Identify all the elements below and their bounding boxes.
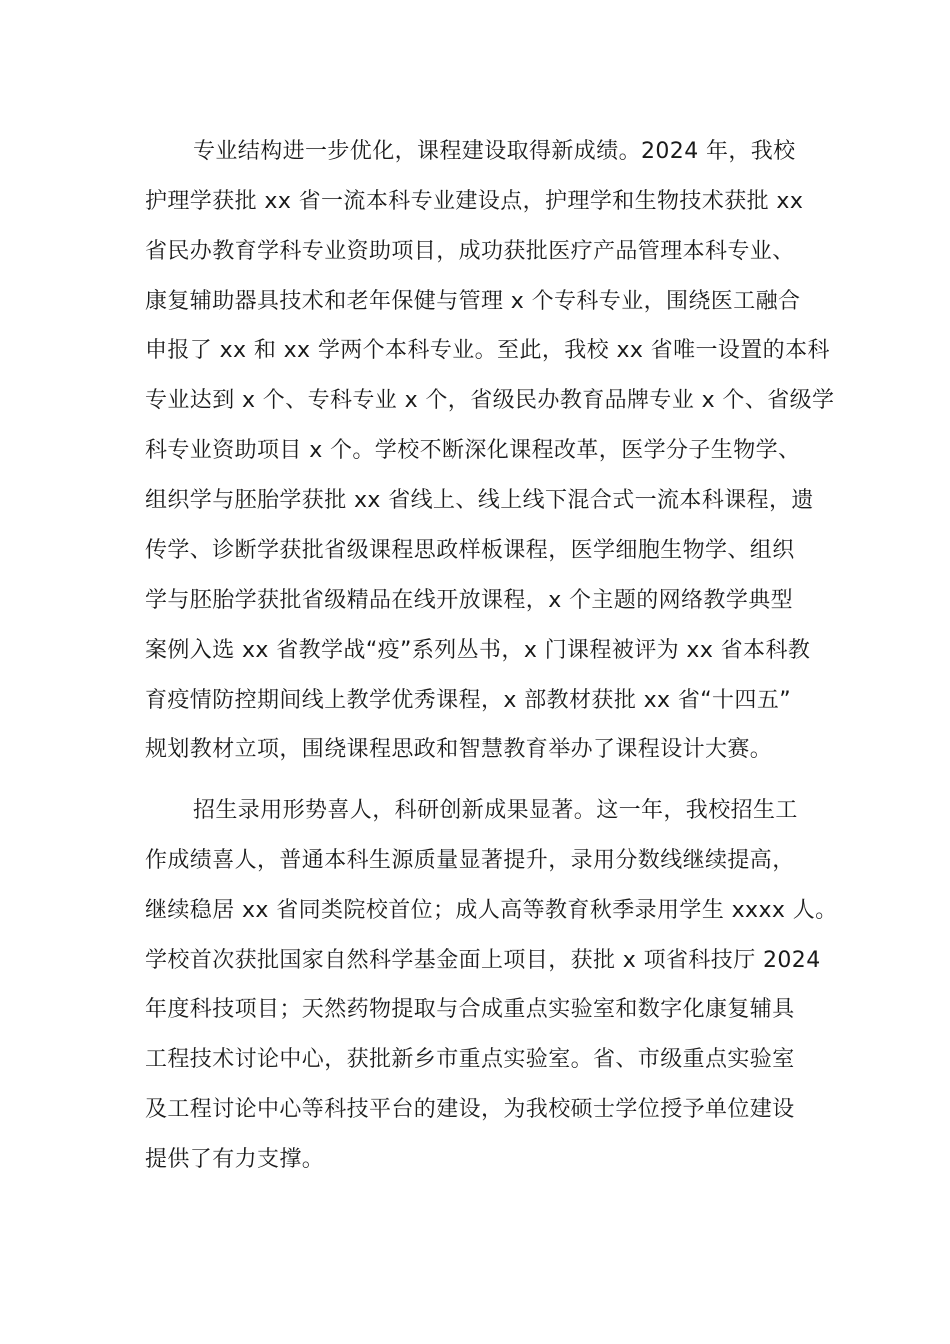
text-line: 学与胚胎学获批省级精品在线开放课程，x 个主题的网络教学典型: [145, 588, 794, 613]
text-line: 护理学获批 xx 省一流本科专业建设点，护理学和生物技术获批 xx: [145, 189, 804, 214]
text-line: 康复辅助器具技术和老年保健与管理 x 个专科专业，围绕医工融合: [145, 289, 801, 314]
text-line: 学校首次获批国家自然科学基金面上项目，获批 x 项省科技厅 2024: [145, 948, 821, 973]
text-line: 专业达到 x 个、专科专业 x 个，省级民办教育品牌专业 x 个、省级学: [145, 388, 835, 413]
text-line: 育疫情防控期间线上教学优秀课程，x 部教材获批 xx 省“十四五”: [145, 688, 792, 713]
text-line: 组织学与胚胎学获批 xx 省线上、线上线下混合式一流本科课程，遗: [145, 488, 814, 513]
text-line: 省民办教育学科专业资助项目，成功获批医疗产品管理本科专业、: [145, 239, 795, 264]
text-line: 年度科技项目；天然药物提取与合成重点实验室和数字化康复辅具: [145, 997, 795, 1022]
text-line: 传学、诊断学获批省级课程思政样板课程，医学细胞生物学、组织: [145, 538, 795, 563]
text-line: 专业结构进一步优化，课程建设取得新成绩。2024 年，我校: [193, 139, 796, 164]
text-line: 及工程讨论中心等科技平台的建设，为我校硕士学位授予单位建设: [145, 1097, 795, 1122]
text-line: 科专业资助项目 x 个。学校不断深化课程改革，医学分子生物学、: [145, 438, 801, 463]
text-line: 工程技术讨论中心，获批新乡市重点实验室。省、市级重点实验室: [145, 1047, 795, 1072]
text-line: 作成绩喜人，普通本科生源质量显著提升，录用分数线继续提高，: [145, 848, 795, 873]
text-line: 规划教材立项，围绕课程思政和智慧教育举办了课程设计大赛。: [145, 737, 773, 762]
text-line: 案例入选 xx 省教学战“疫”系列丛书，x 门课程被评为 xx 省本科教: [145, 638, 811, 663]
text-line: 提供了有力支撑。: [145, 1147, 325, 1172]
text-line: 申报了 xx 和 xx 学两个本科专业。至此，我校 xx 省唯一设置的本科: [145, 338, 830, 363]
text-line: 继续稳居 xx 省同类院校首位；成人高等教育秋季录用学生 xxxx 人。: [145, 898, 838, 923]
text-line: 招生录用形势喜人，科研创新成果显著。这一年，我校招生工: [193, 798, 798, 823]
